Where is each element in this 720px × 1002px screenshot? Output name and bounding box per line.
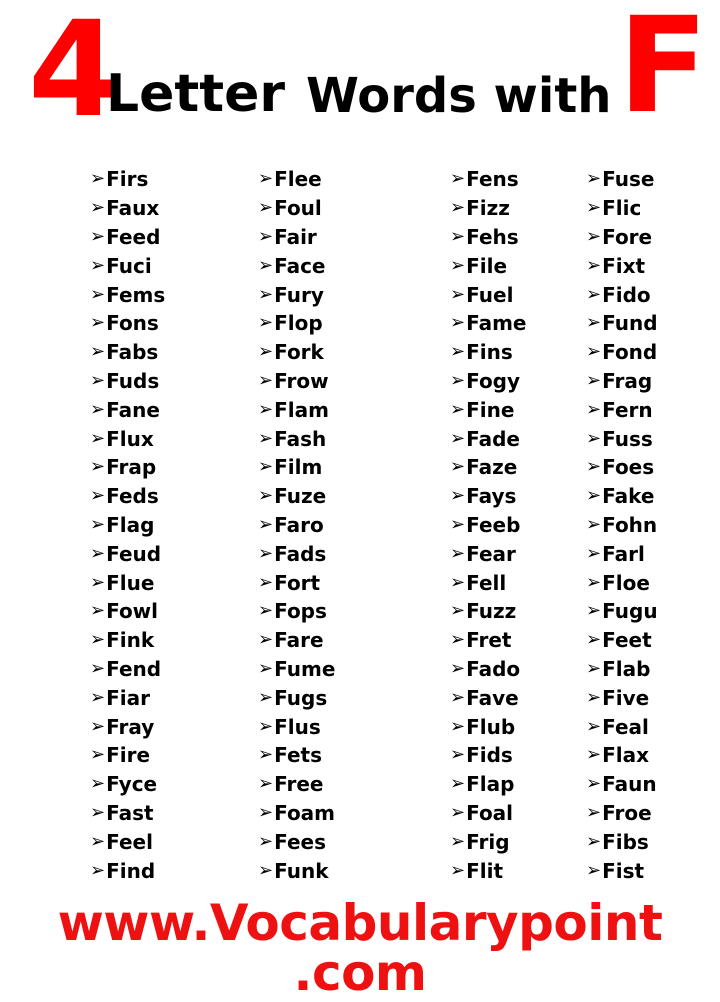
word-label: Five	[602, 685, 650, 710]
word-label: Fare	[274, 628, 324, 653]
arrow-right-icon: ➢	[90, 657, 106, 679]
arrow-right-icon: ➢	[586, 600, 602, 622]
word-label: Fixt	[602, 253, 646, 278]
arrow-right-icon: ➢	[450, 513, 466, 535]
word-label: Fyce	[106, 772, 158, 797]
word-label: Flax	[602, 743, 650, 768]
word-item	[586, 799, 720, 828]
arrow-right-icon: ➢	[90, 456, 106, 478]
arrow-right-icon: ➢	[90, 485, 106, 507]
word-label: Feal	[602, 714, 649, 739]
word-item	[258, 568, 428, 597]
word-label: Fiar	[106, 685, 150, 710]
word-item	[586, 395, 720, 424]
arrow-right-icon: ➢	[586, 427, 602, 449]
word-item	[258, 165, 428, 194]
arrow-right-icon: ➢	[450, 398, 466, 420]
word-label: Flus	[274, 714, 321, 739]
word-label: Flap	[466, 772, 515, 797]
word-label: Fort	[274, 570, 321, 595]
word-label: Fens	[466, 167, 519, 192]
arrow-right-icon: ➢	[90, 830, 106, 852]
word-column-1	[90, 165, 260, 885]
arrow-right-icon: ➢	[450, 686, 466, 708]
page-title	[0, 0, 720, 150]
word-label: Fore	[602, 224, 653, 249]
arrow-right-icon: ➢	[258, 312, 274, 334]
arrow-right-icon: ➢	[90, 398, 106, 420]
word-item	[258, 770, 428, 799]
arrow-right-icon: ➢	[586, 197, 602, 219]
word-label: Fuse	[602, 167, 655, 192]
arrow-right-icon: ➢	[586, 657, 602, 679]
arrow-right-icon: ➢	[90, 744, 106, 766]
arrow-right-icon: ➢	[586, 485, 602, 507]
word-label: Fame	[466, 311, 527, 336]
title-letter-f: F	[618, 0, 709, 143]
word-item	[90, 568, 260, 597]
arrow-right-icon: ➢	[450, 801, 466, 823]
word-label: Fins	[466, 340, 513, 365]
word-label: Flam	[274, 397, 329, 422]
word-item	[586, 251, 720, 280]
word-item	[258, 712, 428, 741]
arrow-right-icon: ➢	[586, 513, 602, 535]
arrow-right-icon: ➢	[450, 312, 466, 334]
word-item	[586, 309, 720, 338]
arrow-right-icon: ➢	[586, 773, 602, 795]
word-item	[90, 309, 260, 338]
word-item	[586, 712, 720, 741]
arrow-right-icon: ➢	[450, 456, 466, 478]
word-label: File	[466, 253, 508, 278]
arrow-right-icon: ➢	[586, 571, 602, 593]
word-label: Feed	[106, 224, 161, 249]
word-label: Fell	[466, 570, 507, 595]
word-label: Flag	[106, 512, 155, 537]
word-label: Farl	[602, 541, 645, 566]
word-item	[586, 367, 720, 396]
word-label: Fast	[106, 800, 154, 825]
word-item	[258, 655, 428, 684]
word-label: Fowl	[106, 599, 159, 624]
word-column-2	[258, 165, 428, 885]
arrow-right-icon: ➢	[450, 254, 466, 276]
arrow-right-icon: ➢	[258, 859, 274, 881]
arrow-right-icon: ➢	[450, 197, 466, 219]
word-label: Fehs	[466, 224, 519, 249]
word-label: Froe	[602, 800, 652, 825]
word-label: Frig	[466, 829, 510, 854]
arrow-right-icon: ➢	[258, 283, 274, 305]
word-item	[258, 280, 428, 309]
arrow-right-icon: ➢	[258, 369, 274, 391]
word-item	[258, 395, 428, 424]
word-label: Feet	[602, 628, 652, 653]
arrow-right-icon: ➢	[586, 254, 602, 276]
word-label: Fibs	[602, 829, 649, 854]
arrow-right-icon: ➢	[450, 283, 466, 305]
word-label: Fade	[466, 426, 520, 451]
word-label: Flux	[106, 426, 154, 451]
arrow-right-icon: ➢	[258, 341, 274, 363]
arrow-right-icon: ➢	[258, 801, 274, 823]
word-item	[586, 338, 720, 367]
word-label: Fuds	[106, 368, 160, 393]
word-label: Fair	[274, 224, 317, 249]
word-item	[586, 568, 720, 597]
word-label: Fees	[274, 829, 326, 854]
word-item	[90, 367, 260, 396]
word-label: Flab	[602, 656, 651, 681]
word-label: Feel	[106, 829, 153, 854]
word-label: Flee	[274, 167, 322, 192]
arrow-right-icon: ➢	[586, 341, 602, 363]
word-label: Fuss	[602, 426, 653, 451]
word-label: Fids	[466, 743, 513, 768]
word-item	[90, 539, 260, 568]
arrow-right-icon: ➢	[90, 542, 106, 564]
word-label: Fear	[466, 541, 516, 566]
word-label: Feeb	[466, 512, 521, 537]
word-item	[90, 395, 260, 424]
word-item	[90, 251, 260, 280]
word-label: Film	[274, 455, 323, 480]
arrow-right-icon: ➢	[450, 485, 466, 507]
arrow-right-icon: ➢	[258, 571, 274, 593]
word-label: Flit	[466, 858, 504, 883]
arrow-right-icon: ➢	[586, 830, 602, 852]
word-item	[258, 194, 428, 223]
word-label: Firs	[106, 167, 149, 192]
word-item	[586, 626, 720, 655]
arrow-right-icon: ➢	[586, 369, 602, 391]
word-item	[90, 482, 260, 511]
word-label: Foal	[466, 800, 514, 825]
word-label: Frap	[106, 455, 157, 480]
word-label: Fury	[274, 282, 324, 307]
arrow-right-icon: ➢	[586, 398, 602, 420]
word-label: Fret	[466, 628, 512, 653]
word-item	[586, 741, 720, 770]
word-label: Fays	[466, 484, 517, 509]
arrow-right-icon: ➢	[586, 312, 602, 334]
word-label: Foes	[602, 455, 655, 480]
word-label: Fume	[274, 656, 336, 681]
arrow-right-icon: ➢	[450, 830, 466, 852]
word-item	[258, 626, 428, 655]
word-label: Frag	[602, 368, 653, 393]
word-label: Fems	[106, 282, 166, 307]
arrow-right-icon: ➢	[450, 600, 466, 622]
arrow-right-icon: ➢	[586, 686, 602, 708]
arrow-right-icon: ➢	[450, 715, 466, 737]
word-item	[258, 827, 428, 856]
arrow-right-icon: ➢	[258, 600, 274, 622]
word-item	[90, 712, 260, 741]
website-footer: www.Vocabularypoint .com	[57, 894, 663, 1002]
arrow-right-icon: ➢	[258, 773, 274, 795]
title-letter-word: Letter	[106, 64, 286, 124]
word-label: Fuzz	[466, 599, 517, 624]
arrow-right-icon: ➢	[258, 686, 274, 708]
arrow-right-icon: ➢	[90, 629, 106, 651]
word-label: Fake	[602, 484, 655, 509]
arrow-right-icon: ➢	[90, 283, 106, 305]
word-item	[90, 424, 260, 453]
word-item	[586, 223, 720, 252]
word-label: Fork	[274, 340, 324, 365]
arrow-right-icon: ➢	[258, 254, 274, 276]
arrow-right-icon: ➢	[586, 801, 602, 823]
word-item	[586, 194, 720, 223]
word-item	[258, 683, 428, 712]
word-item	[586, 770, 720, 799]
arrow-right-icon: ➢	[90, 427, 106, 449]
arrow-right-icon: ➢	[450, 168, 466, 190]
word-item	[90, 626, 260, 655]
word-item	[258, 223, 428, 252]
arrow-right-icon: ➢	[90, 715, 106, 737]
arrow-right-icon: ➢	[90, 686, 106, 708]
word-item	[586, 539, 720, 568]
arrow-right-icon: ➢	[450, 629, 466, 651]
word-label: Free	[274, 772, 324, 797]
word-item	[90, 683, 260, 712]
word-item	[90, 194, 260, 223]
word-label: Funk	[274, 858, 329, 883]
word-label: Face	[274, 253, 326, 278]
word-label: Fink	[106, 628, 155, 653]
word-label: Fets	[274, 743, 322, 768]
word-label: Frow	[274, 368, 329, 393]
word-item	[586, 655, 720, 684]
arrow-right-icon: ➢	[258, 485, 274, 507]
arrow-right-icon: ➢	[586, 225, 602, 247]
arrow-right-icon: ➢	[586, 715, 602, 737]
arrow-right-icon: ➢	[586, 168, 602, 190]
arrow-right-icon: ➢	[258, 657, 274, 679]
word-item	[586, 827, 720, 856]
word-item	[90, 597, 260, 626]
word-item	[258, 799, 428, 828]
word-item	[258, 482, 428, 511]
word-label: Faro	[274, 512, 324, 537]
arrow-right-icon: ➢	[90, 168, 106, 190]
word-label: Find	[106, 858, 156, 883]
arrow-right-icon: ➢	[90, 197, 106, 219]
arrow-right-icon: ➢	[258, 197, 274, 219]
word-label: Fado	[466, 656, 521, 681]
word-label: Flue	[106, 570, 155, 595]
word-item	[258, 251, 428, 280]
arrow-right-icon: ➢	[258, 513, 274, 535]
word-label: Fugs	[274, 685, 328, 710]
word-label: Fabs	[106, 340, 159, 365]
word-label: Fuze	[274, 484, 327, 509]
arrow-right-icon: ➢	[90, 254, 106, 276]
word-item	[586, 280, 720, 309]
word-item	[90, 338, 260, 367]
word-label: Fine	[466, 397, 515, 422]
word-label: Fern	[602, 397, 653, 422]
title-number: 4	[28, 0, 116, 147]
word-label: Fash	[274, 426, 327, 451]
word-item	[90, 741, 260, 770]
arrow-right-icon: ➢	[90, 801, 106, 823]
word-item	[258, 367, 428, 396]
arrow-right-icon: ➢	[586, 542, 602, 564]
word-label: Fads	[274, 541, 327, 566]
arrow-right-icon: ➢	[258, 398, 274, 420]
word-label: Fave	[466, 685, 519, 710]
word-label: Fogy	[466, 368, 521, 393]
arrow-right-icon: ➢	[258, 168, 274, 190]
word-label: Fray	[106, 714, 155, 739]
arrow-right-icon: ➢	[586, 859, 602, 881]
arrow-right-icon: ➢	[258, 629, 274, 651]
word-item	[258, 741, 428, 770]
arrow-right-icon: ➢	[90, 773, 106, 795]
word-item	[90, 827, 260, 856]
word-label: Fane	[106, 397, 160, 422]
word-item	[586, 511, 720, 540]
word-item	[258, 597, 428, 626]
word-column-4	[586, 165, 720, 885]
arrow-right-icon: ➢	[90, 225, 106, 247]
word-item	[586, 453, 720, 482]
arrow-right-icon: ➢	[258, 225, 274, 247]
word-label: Fund	[602, 311, 658, 336]
word-label: Flub	[466, 714, 516, 739]
word-item	[90, 770, 260, 799]
arrow-right-icon: ➢	[450, 744, 466, 766]
word-label: Flic	[602, 196, 642, 221]
word-item	[258, 511, 428, 540]
arrow-right-icon: ➢	[586, 744, 602, 766]
arrow-right-icon: ➢	[258, 744, 274, 766]
word-label: Floe	[602, 570, 650, 595]
word-label: Feud	[106, 541, 162, 566]
word-item	[90, 655, 260, 684]
word-label: Faux	[106, 196, 160, 221]
arrow-right-icon: ➢	[258, 427, 274, 449]
word-item	[90, 223, 260, 252]
arrow-right-icon: ➢	[90, 513, 106, 535]
arrow-right-icon: ➢	[258, 830, 274, 852]
word-item	[258, 856, 428, 885]
arrow-right-icon: ➢	[258, 456, 274, 478]
word-item	[586, 165, 720, 194]
arrow-right-icon: ➢	[450, 859, 466, 881]
word-label: Fond	[602, 340, 658, 365]
word-item	[586, 597, 720, 626]
word-item	[90, 856, 260, 885]
word-label: Fugu	[602, 599, 658, 624]
arrow-right-icon: ➢	[586, 629, 602, 651]
word-label: Faze	[466, 455, 518, 480]
word-label: Faun	[602, 772, 657, 797]
word-item	[586, 683, 720, 712]
word-label: Fops	[274, 599, 327, 624]
word-label: Foam	[274, 800, 336, 825]
word-item	[90, 511, 260, 540]
word-label: Fohn	[602, 512, 658, 537]
arrow-right-icon: ➢	[90, 369, 106, 391]
word-label: Fuci	[106, 253, 152, 278]
word-item	[586, 424, 720, 453]
arrow-right-icon: ➢	[90, 600, 106, 622]
arrow-right-icon: ➢	[90, 859, 106, 881]
arrow-right-icon: ➢	[450, 225, 466, 247]
word-label: Fuel	[466, 282, 514, 307]
arrow-right-icon: ➢	[450, 341, 466, 363]
word-item	[258, 424, 428, 453]
arrow-right-icon: ➢	[586, 456, 602, 478]
arrow-right-icon: ➢	[258, 542, 274, 564]
word-item	[586, 482, 720, 511]
title-words-with: Words with	[306, 68, 612, 124]
word-item	[258, 453, 428, 482]
word-item	[90, 280, 260, 309]
arrow-right-icon: ➢	[586, 283, 602, 305]
arrow-right-icon: ➢	[450, 657, 466, 679]
word-label: Fend	[106, 656, 162, 681]
word-item	[258, 309, 428, 338]
word-label: Feds	[106, 484, 159, 509]
arrow-right-icon: ➢	[450, 773, 466, 795]
word-label: Fido	[602, 282, 651, 307]
word-item	[586, 856, 720, 885]
arrow-right-icon: ➢	[450, 571, 466, 593]
arrow-right-icon: ➢	[258, 715, 274, 737]
word-label: Foul	[274, 196, 322, 221]
word-item	[90, 453, 260, 482]
arrow-right-icon: ➢	[450, 369, 466, 391]
word-item	[258, 539, 428, 568]
word-label: Flop	[274, 311, 323, 336]
word-label: Fizz	[466, 196, 510, 221]
arrow-right-icon: ➢	[90, 312, 106, 334]
word-label: Fons	[106, 311, 159, 336]
word-item	[90, 799, 260, 828]
word-item	[258, 338, 428, 367]
arrow-right-icon: ➢	[90, 571, 106, 593]
word-label: Fire	[106, 743, 151, 768]
arrow-right-icon: ➢	[90, 341, 106, 363]
arrow-right-icon: ➢	[450, 427, 466, 449]
word-label: Fist	[602, 858, 645, 883]
word-item	[90, 165, 260, 194]
arrow-right-icon: ➢	[450, 542, 466, 564]
